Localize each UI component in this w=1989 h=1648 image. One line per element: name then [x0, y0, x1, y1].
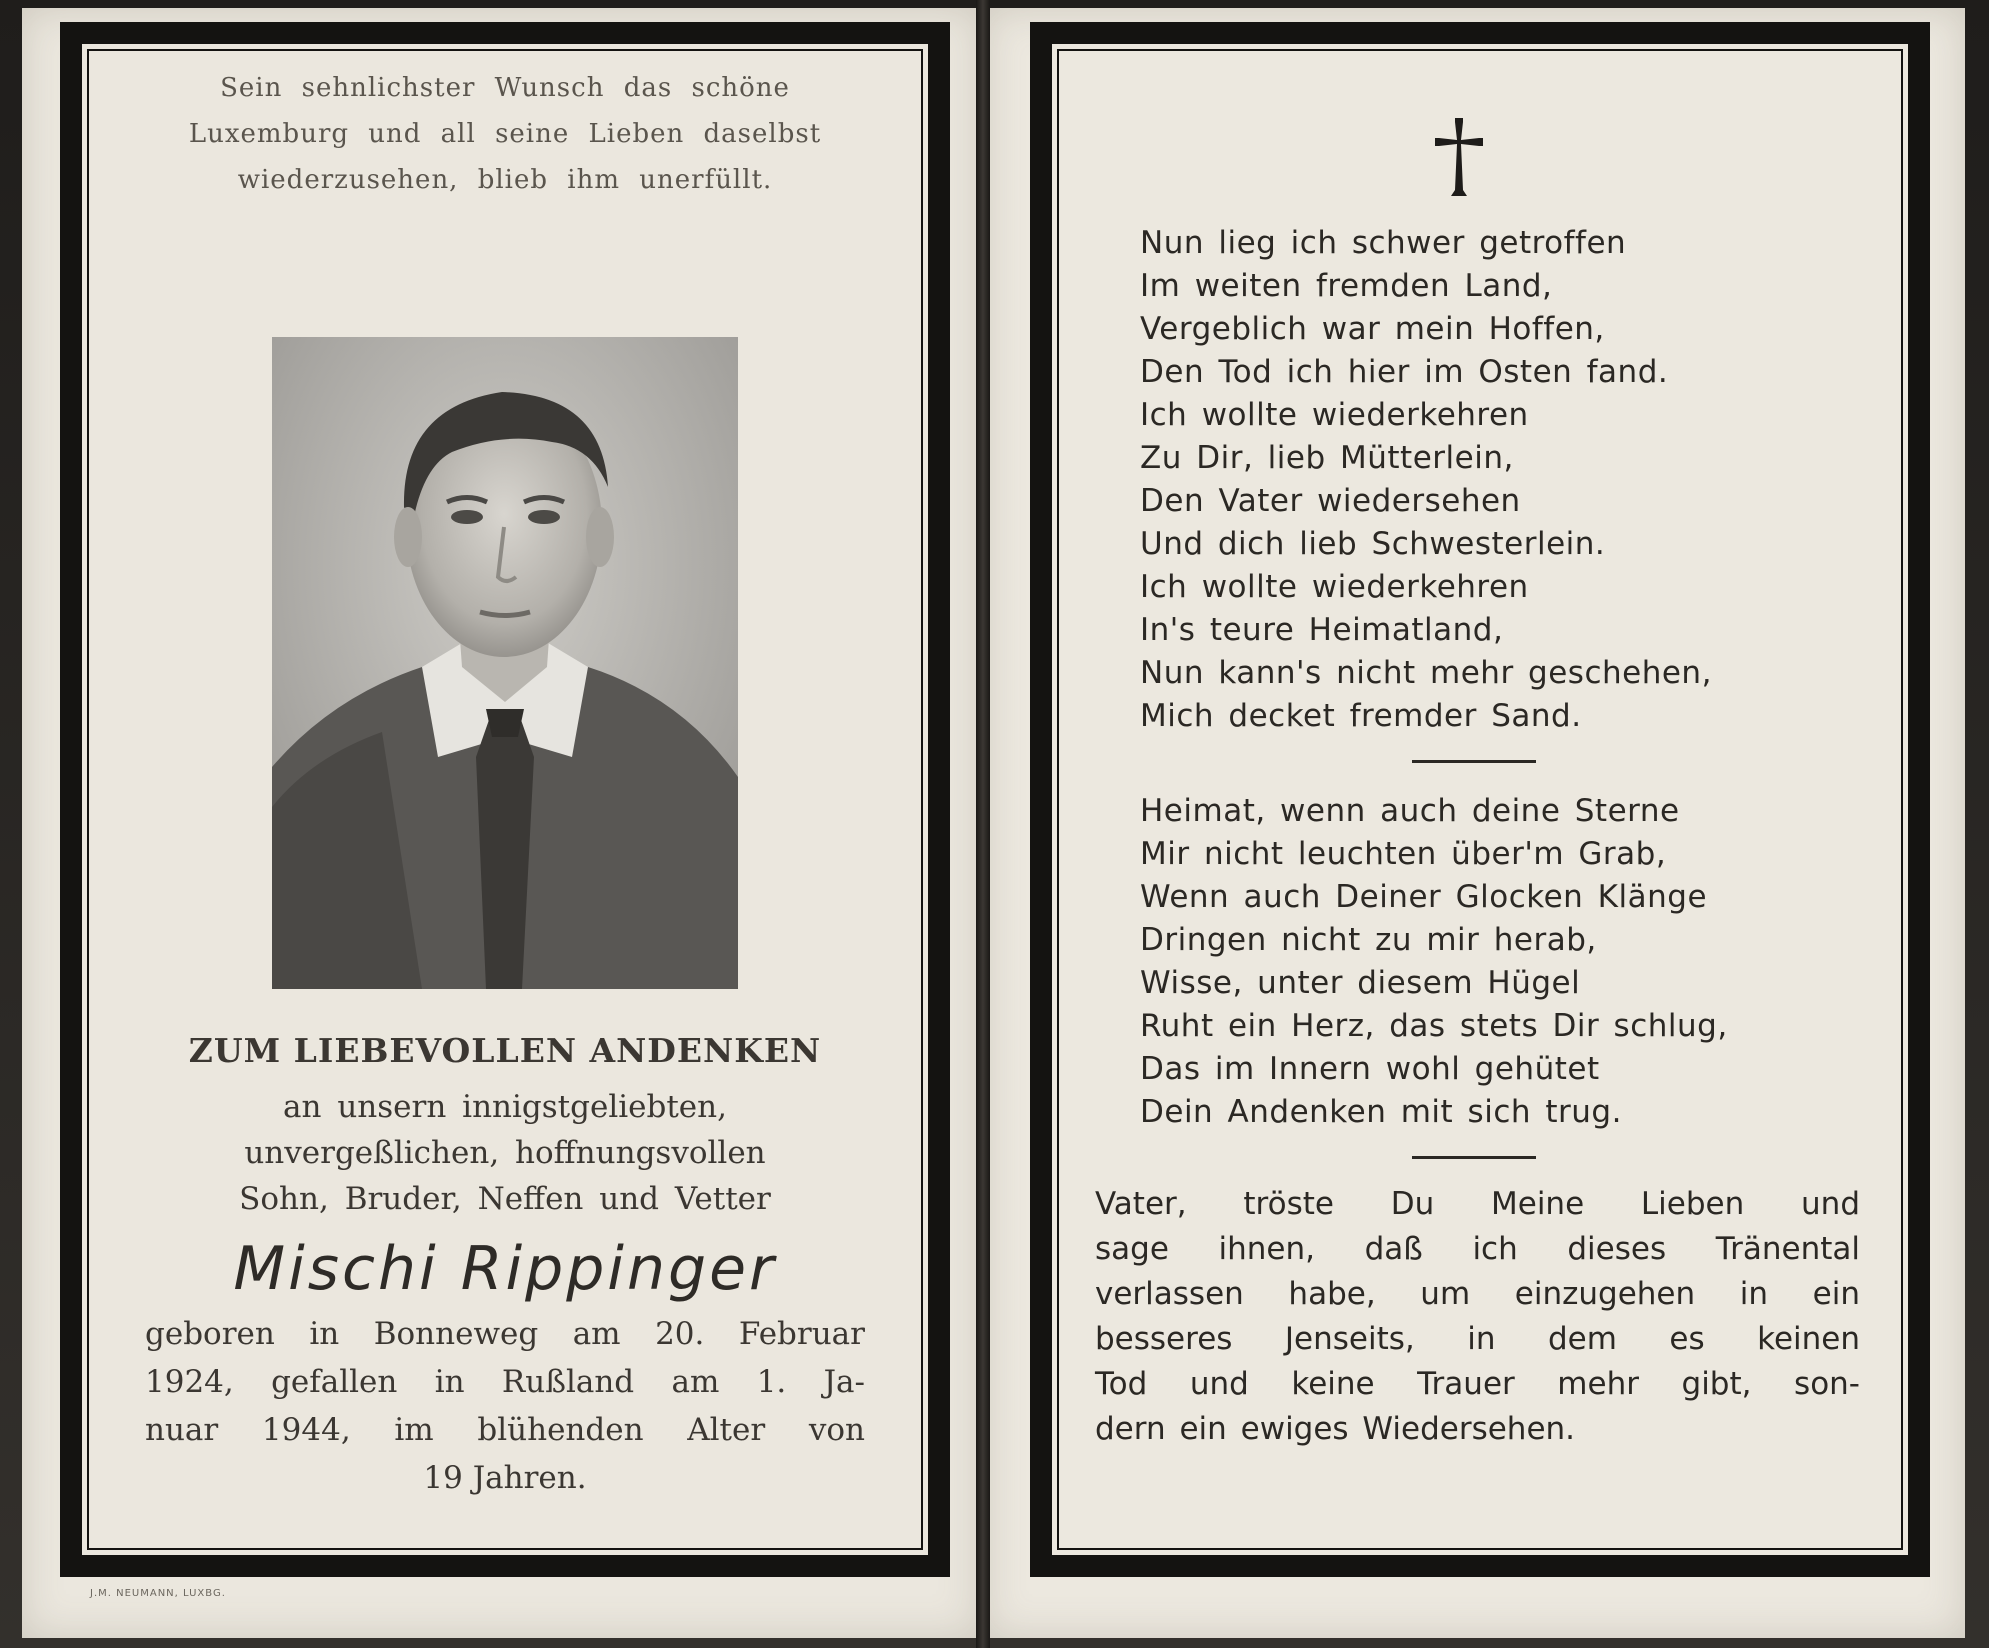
- life-details: [100, 1310, 910, 1502]
- epigraph-line: wiederzusehen, blieb ihm unerfüllt.: [237, 165, 773, 195]
- portrait-photo: [272, 337, 738, 989]
- poem-line: Heimat, wenn auch deine Sterne: [1140, 793, 1680, 829]
- poem-line: Nun kann's nicht mehr geschehen,: [1140, 655, 1712, 691]
- poem-line: Ruht ein Herz, das stets Dir schlug,: [1140, 1008, 1728, 1044]
- poem-stanza-2: [1140, 790, 1728, 1134]
- epigraph: [100, 65, 910, 203]
- poem-line: Ich wollte wiederkehren: [1140, 569, 1529, 605]
- dedication: [100, 1084, 910, 1222]
- details-line: 1924, gefallen in Rußland am 1. Ja-: [145, 1364, 865, 1400]
- poem-line: Den Tod ich hier im Osten fand.: [1140, 354, 1669, 390]
- poem-line: Und dich lieb Schwesterlein.: [1140, 526, 1606, 562]
- details-line: 19 Jahren.: [423, 1460, 587, 1496]
- stanza-divider: [1412, 1156, 1536, 1159]
- details-line: geboren in Bonneweg am 20. Februar: [145, 1316, 865, 1352]
- memorial-heading: ZUM LIEBEVOLLEN ANDENKEN: [188, 1031, 822, 1070]
- closing-line: Vater, tröste Du Meine Lieben und: [1095, 1186, 1860, 1222]
- card-fold: [976, 0, 990, 1648]
- closing-prayer: [1095, 1182, 1860, 1452]
- poem-line: Ich wollte wiederkehren: [1140, 397, 1529, 433]
- epigraph-line: Sein sehnlichster Wunsch das schöne: [220, 73, 790, 103]
- poem-line: Wenn auch Deiner Glocken Klänge: [1140, 879, 1708, 915]
- printer-imprint: J.M. NEUMANN, LUXBG.: [90, 1588, 226, 1599]
- epigraph-line: Luxemburg und all seine Lieben daselbst: [188, 119, 822, 149]
- poem-line: Dringen nicht zu mir herab,: [1140, 922, 1597, 958]
- poem-line: Den Vater wiedersehen: [1140, 483, 1521, 519]
- stanza-divider: [1412, 760, 1536, 763]
- closing-line: sage ihnen, daß ich dieses Tränental: [1095, 1231, 1860, 1267]
- poem-line: Vergeblich war mein Hoffen,: [1140, 311, 1605, 347]
- poem-line: Im weiten fremden Land,: [1140, 268, 1553, 304]
- poem-line: Zu Dir, lieb Mütterlein,: [1140, 440, 1514, 476]
- dedication-line: an unsern innigstgeliebten,: [283, 1089, 727, 1125]
- portrait-illustration: [272, 337, 738, 989]
- closing-line: Tod und keine Trauer mehr gibt, son-: [1095, 1366, 1860, 1402]
- details-line: nuar 1944, im blühenden Alter von: [145, 1412, 865, 1448]
- deceased-name: Mischi Rippinger: [233, 1234, 777, 1304]
- poem-stanza-1: [1140, 222, 1712, 738]
- cross-icon: [1435, 118, 1483, 200]
- closing-line: verlassen habe, um einzugehen in ein: [1095, 1276, 1860, 1312]
- poem-line: Wisse, unter diesem Hügel: [1140, 965, 1581, 1001]
- dedication-line: unvergeßlichen, hoffnungsvollen: [244, 1135, 766, 1171]
- left-panel-content: [100, 55, 910, 1502]
- poem-line: Dein Andenken mit sich trug.: [1140, 1094, 1622, 1130]
- poem-line: Mich decket fremder Sand.: [1140, 698, 1582, 734]
- closing-line: besseres Jenseits, in dem es keinen: [1095, 1321, 1860, 1357]
- poem-line: Nun lieg ich schwer getroffen: [1140, 225, 1627, 261]
- poem-line: Mir nicht leuchten über'm Grab,: [1140, 836, 1667, 872]
- closing-line: dern ein ewiges Wiedersehen.: [1095, 1411, 1576, 1447]
- poem-line: In's teure Heimatland,: [1140, 612, 1504, 648]
- poem-line: Das im Innern wohl gehütet: [1140, 1051, 1600, 1087]
- dedication-line: Sohn, Bruder, Neffen und Vetter: [239, 1181, 771, 1217]
